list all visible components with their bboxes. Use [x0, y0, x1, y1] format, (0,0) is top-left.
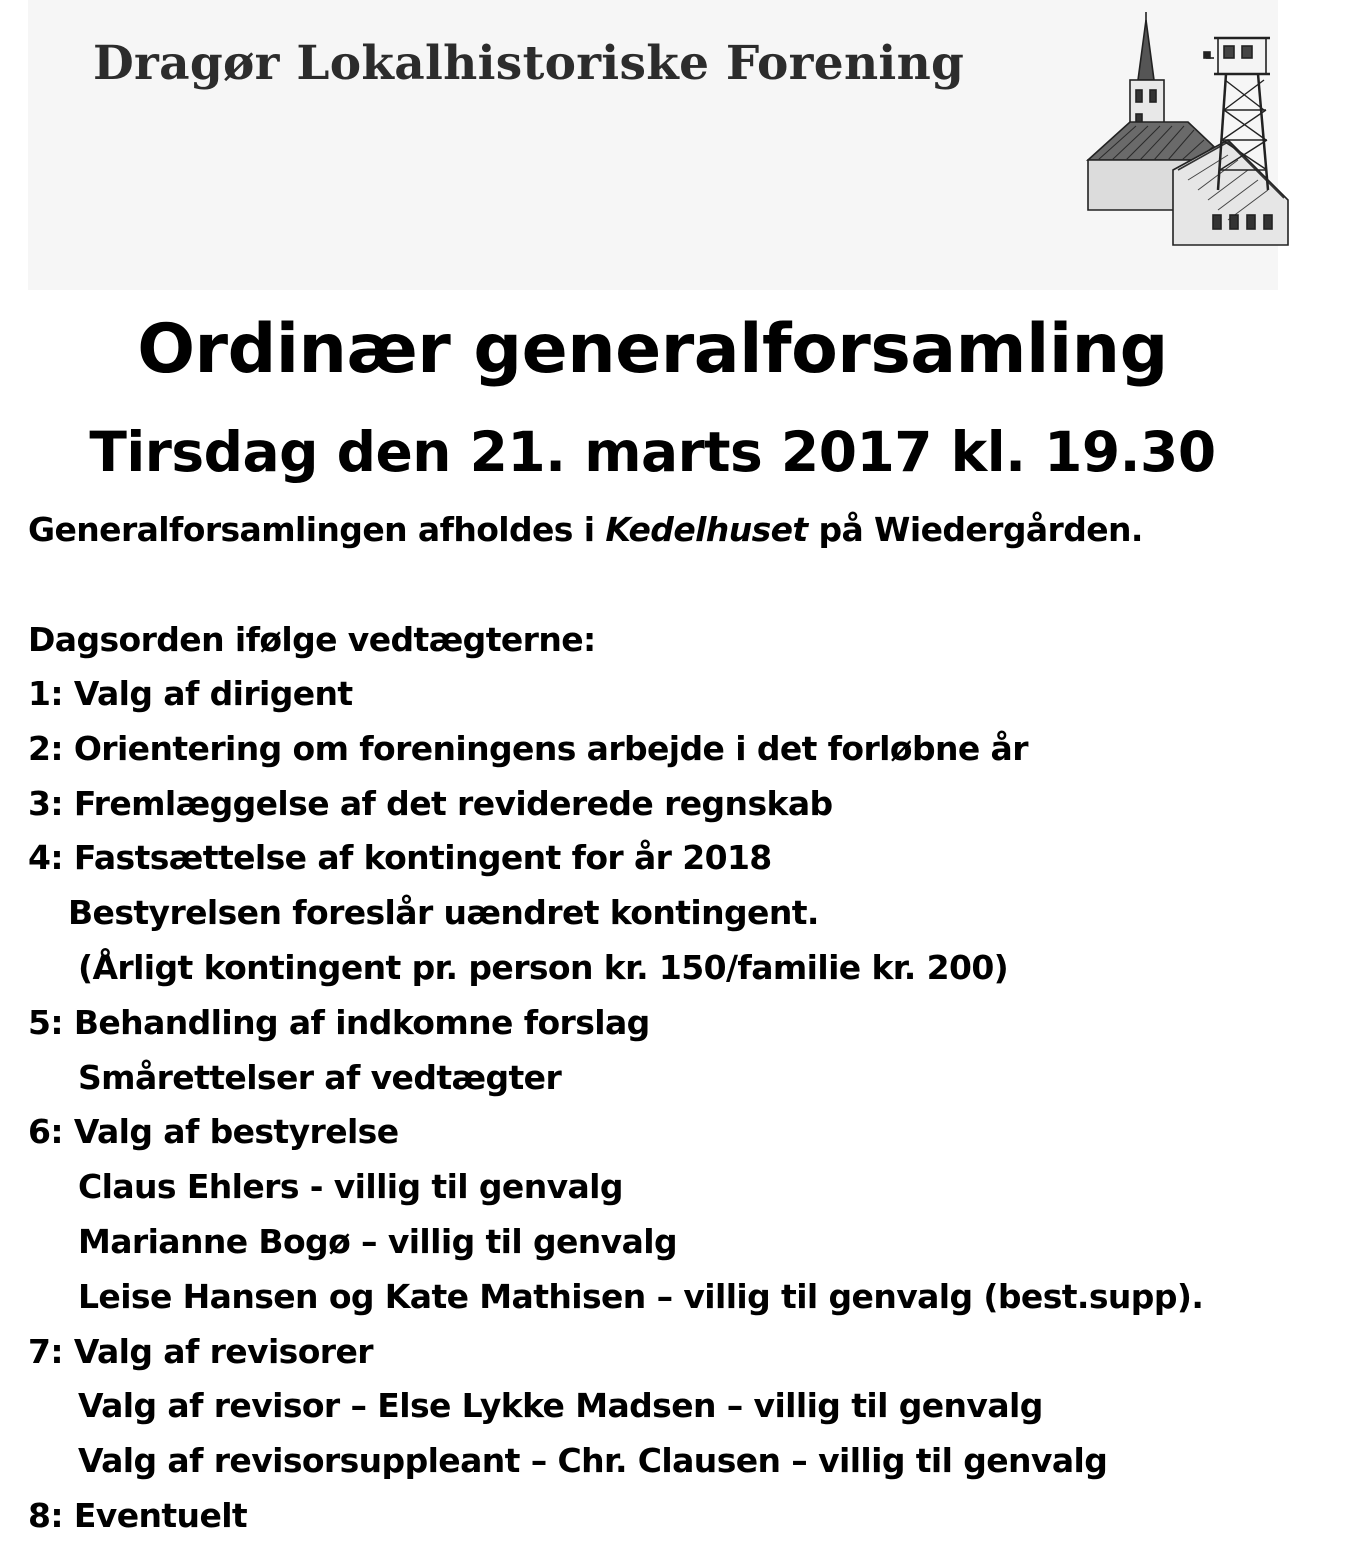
agenda-subitem: Marianne Bogø – villig til genvalg: [78, 1221, 677, 1261]
agenda-item: 8: Eventuelt: [28, 1495, 248, 1535]
agenda-item: 6: Valg af bestyrelse: [28, 1112, 399, 1152]
meeting-title: Ordinær generalforsamling: [137, 310, 1168, 389]
venue-prefix: Generalforsamlingen afholdes i: [28, 510, 606, 549]
agenda-list: [28, 674, 1203, 1551]
agenda-subitem: Leise Hansen og Kate Mathisen – villig til genvalg (best.supp).: [78, 1276, 1204, 1316]
venue-line: [28, 510, 1143, 550]
organization-name: Dragør Lokalhistoriske Forening: [93, 36, 965, 91]
agenda-subitem: Smårettelser af vedtægter: [78, 1057, 562, 1097]
agenda-subitem: (Årligt kontingent pr. person kr. 150/familie kr. 200): [78, 947, 1009, 987]
agenda-item: 2: Orientering om foreningens arbejde i det forløbne år: [28, 728, 1028, 768]
agenda-heading: Dagsorden ifølge vedtægterne:: [28, 620, 596, 659]
letterhead: [28, 0, 1278, 290]
agenda-item: 3: Fremlæggelse af det reviderede regnskab: [28, 783, 833, 823]
agenda-subitem: Valg af revisorsuppleant – Chr. Clausen – villig til genvalg: [78, 1441, 1108, 1481]
agenda-item: 4: Fastsættelse af kontingent for år 2018: [28, 838, 772, 878]
agenda-item: 1: Valg af dirigent: [28, 674, 353, 713]
church-and-beacon-drawing-icon: [1078, 10, 1298, 250]
agenda-item: 7: Valg af revisorer: [28, 1331, 373, 1371]
agenda-item: 5: Behandling af indkomne forslag: [28, 1002, 650, 1042]
agenda-subitem: Valg af revisor – Else Lykke Madsen – villig til genvalg: [78, 1386, 1043, 1426]
meeting-date: Tirsdag den 21. marts 2017 kl. 19.30: [89, 420, 1216, 484]
venue-place: Kedelhuset: [605, 510, 808, 549]
agenda-subitem: Bestyrelsen foreslår uændret kontingent.: [68, 893, 819, 933]
venue-suffix: på Wiedergården.: [807, 510, 1143, 549]
agenda-subitem: Claus Ehlers - villig til genvalg: [78, 1167, 623, 1207]
